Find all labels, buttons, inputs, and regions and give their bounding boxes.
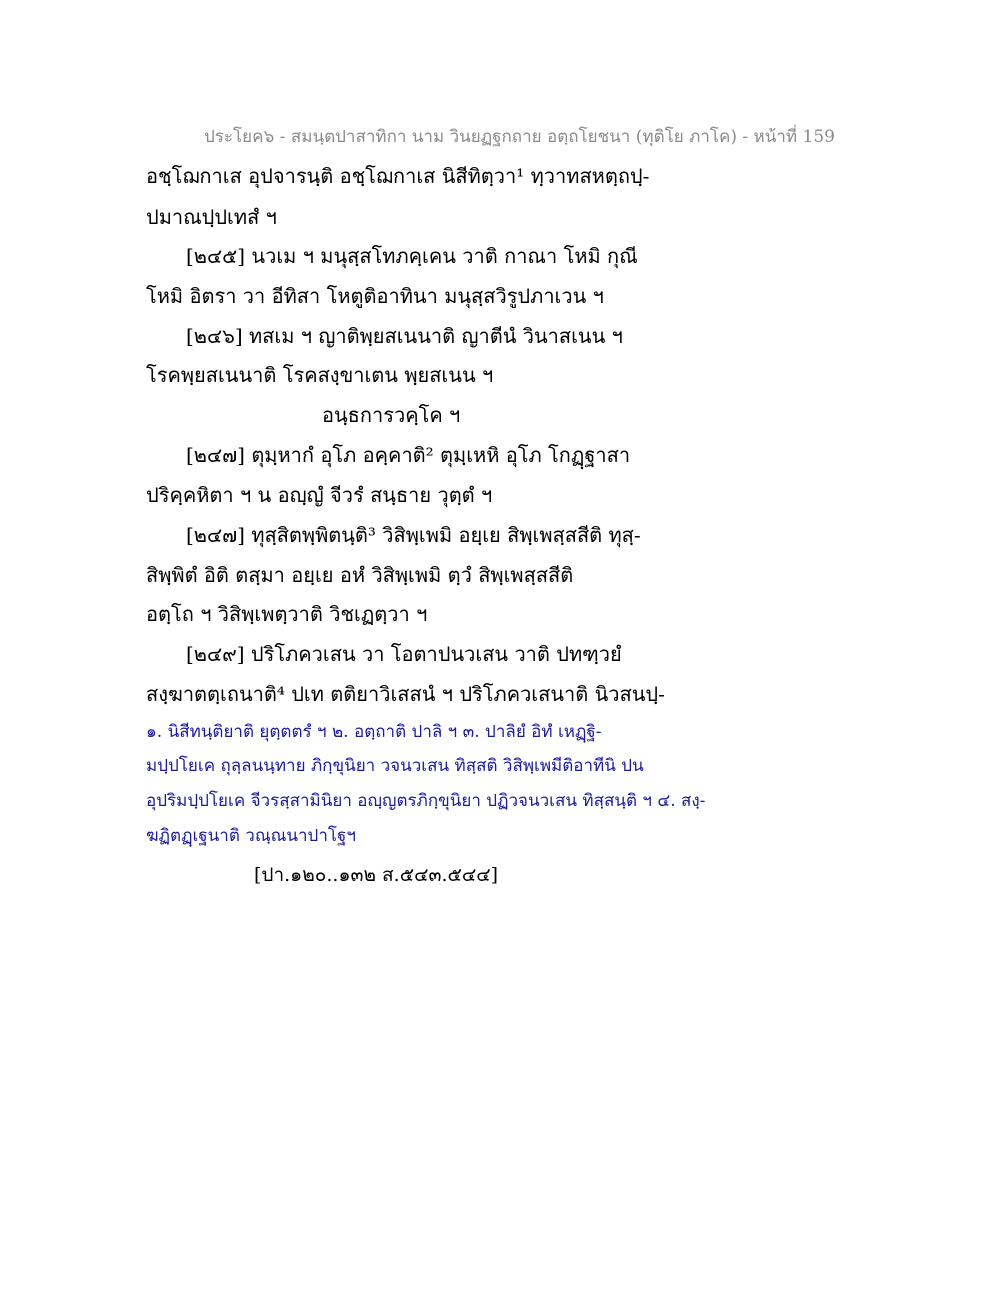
page-header: ประโยค๖ - สมนฺตปาสาทิกา นาม วินยฏฐกถาย อตฺถโยชนา (ทุติโย ภาโค) - หน้าที่ 159 [204,127,835,147]
body-line: โรคพฺยสเนนาติ โรคสงฺขาเตน พฺยสเนน ฯ [146,363,494,387]
section-title: อนฺธการวคฺโค ฯ [322,403,461,427]
reference-note: [ปา.๑๒๐..๑๓๒ ส.๕๔๓.๕๔๔] [254,864,499,886]
body-line: อตฺโถ ฯ วิสิพฺเพตฺวาติ วิชเฏตฺวา ฯ [146,602,428,626]
body-line: สิพฺพิตํ อิติ ตสฺมา อยฺเย อหํ วิสิพฺเพมิ ตฺวํ สิพฺเพสฺสสีติ [146,563,574,587]
footnote-line: อุปริมปฺปโยเค จีวรสฺสามินิยา อญฺญตรภิกฺขุนิยา ปฏิวจนวเสน ทิสฺสนฺติ ฯ ๔. สงฺ- [146,791,706,811]
footnote-line: มปฺปโยเค ถุลฺลนนฺทาย ภิกฺขุนิยา วจนวเสน ทิสฺสติ วิสิพฺเพมีติอาทีนิ ปน [146,756,644,776]
body-line: [๒๔๕] นวเม ฯ มนุสฺสโทภคฺเคน วาติ กาณา โหมิ กุณี [186,244,638,268]
body-line: ปมาณปฺปเทสํ ฯ [146,205,277,229]
body-line: [๒๔๙] ปริโภควเสน วา โอตาปนวเสน วาติ ปทฑฺวยํ [186,642,622,666]
body-line: สงฺฆาตตฺเถนาติ⁴ ปเท ตติยาวิเสสนํ ฯ ปริโภควเสนาติ นิวสนปฺ- [146,682,665,706]
body-line: ปริคฺคหิตา ฯ น อญฺญํ จีวรํ สนฺธาย วุตฺตํ ฯ [146,483,493,507]
body-line: โหมิ อิตรา วา อีทิสา โหตูติอาทินา มนุสฺสวิรูปภาเวน ฯ [146,284,604,308]
body-line: [๒๔๖] ทสเม ฯ ญาติพฺยสเนนาติ ญาตีนํ วินาสเนน ฯ [186,324,623,348]
body-line: [๒๔๗] ตุมฺหากํ อุโภ อคฺคาติ² ตุมฺเหหิ อุโภ โกฏฺฐาสา [186,443,631,467]
body-line: อชฺโฌกาเส อุปจารนฺติ อชฺโฌกาเส นิสีทิตฺวา¹ ทฺวาทสหตฺถปฺ- [146,164,650,188]
body-line: [๒๔๗] ทุสฺสิตพฺพิตนฺติ³ วิสิพฺเพมิ อยฺเย สิพฺเพสฺสสีติ ทุสฺ- [186,523,641,547]
footnote-line: ๑. นิสีทนฺติยาติ ยุตฺตตรํ ฯ ๒. อตฺถาติ ปาลิ ฯ ๓. ปาลิยํ อิทํ เหฏฺฐิ- [146,722,602,742]
footnote-line: ฆฏิตฏฺเฐนาติ วณฺณนาปาโฐฯ [146,826,356,846]
